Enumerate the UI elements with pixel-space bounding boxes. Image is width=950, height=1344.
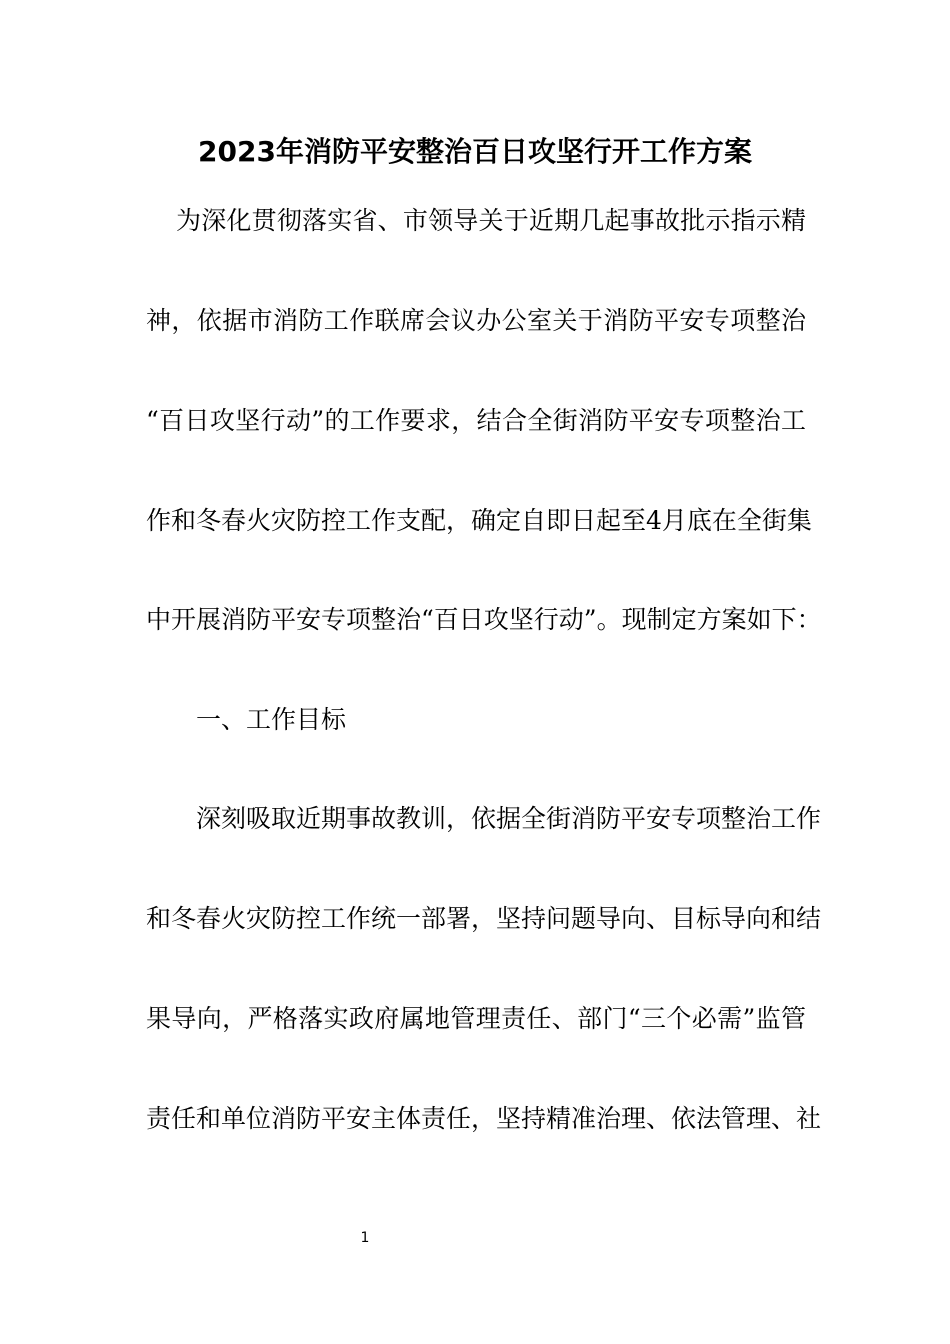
section-heading: 一、工作目标: [196, 705, 347, 734]
paragraph-line: 神，依据市消防工作联席会议办公室关于消防平安专项整治: [146, 306, 806, 335]
paragraph-line: 和冬春火灾防控工作统一部署，坚持问题导向、目标导向和结: [146, 904, 822, 933]
paragraph-line: 深刻吸取近期事故教训，依据全街消防平安专项整治工作: [196, 804, 822, 833]
paragraph-line: 作和冬春火灾防控工作支配，确定自即日起至4月底在全街集: [146, 506, 812, 535]
page-number: 1: [360, 1230, 370, 1246]
paragraph-line: 为深化贯彻落实省、市领导关于近期几起事故批示指示精: [176, 206, 806, 235]
paragraph-line: “百日攻坚行动”的工作要求，结合全街消防平安专项整治工: [146, 406, 806, 435]
paragraph-line: 中开展消防平安专项整治“百日攻坚行动”。现制定方案如下：: [146, 605, 822, 634]
document-title: 2023年消防平安整治百日攻坚行开工作方案: [198, 135, 752, 168]
paragraph-line: 责任和单位消防平安主体责任，坚持精准治理、依法管理、社: [146, 1104, 822, 1133]
paragraph-line: 果导向，严格落实政府属地管理责任、部门“三个必需”监管: [146, 1004, 806, 1033]
